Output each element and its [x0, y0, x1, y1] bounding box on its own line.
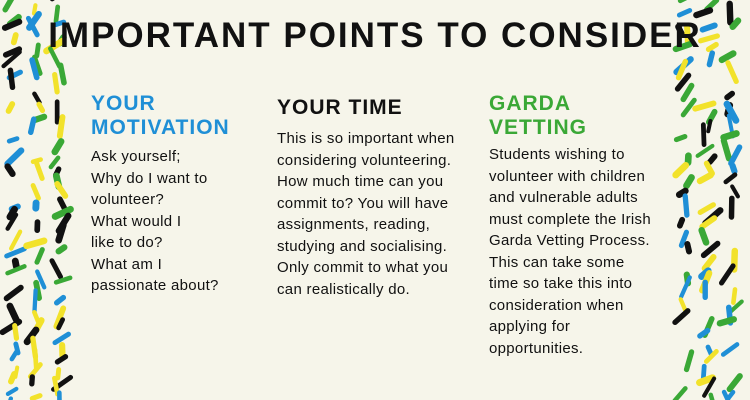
brush-stroke	[725, 372, 744, 394]
brush-stroke	[29, 374, 35, 387]
brush-stroke	[52, 72, 60, 95]
brush-stroke-border-right	[672, 0, 750, 400]
brush-stroke	[29, 392, 43, 400]
brush-stroke	[9, 349, 20, 362]
motivation-text: Ask yourself; Why do I want to volunteer? What would I like to do? What am I passionate about?	[91, 148, 219, 294]
brush-stroke	[723, 171, 739, 185]
brush-stroke	[55, 99, 60, 124]
brush-stroke	[5, 100, 17, 115]
brush-stroke	[720, 341, 740, 357]
brush-stroke	[30, 182, 42, 201]
brush-stroke	[57, 62, 67, 86]
brush-stroke	[725, 59, 740, 85]
vetting-heading: GARDA VETTING	[489, 92, 588, 139]
brush-stroke	[34, 219, 40, 233]
motivation-section	[91, 92, 261, 297]
brush-stroke	[0, 318, 23, 336]
brush-stroke	[6, 136, 20, 144]
brush-stroke	[34, 246, 46, 265]
brush-stroke	[682, 173, 696, 191]
brush-stroke	[3, 284, 25, 303]
brush-stroke	[672, 385, 689, 400]
brush-stroke	[5, 396, 14, 400]
vetting-text: Students wishing to volunteer with children and vulnerable adults must complete the Irish Garda Vetting Process. This can take some time so take this into consideration when applying for opportunities.	[489, 146, 651, 357]
brush-stroke	[53, 275, 73, 285]
brush-stroke	[708, 392, 718, 400]
brush-stroke	[716, 315, 738, 327]
time-text: This is so important when considering volunteering. How much time can you commit to? You will have assignments, reading, studying and socialising. Only commit to what you can realistically do.	[277, 130, 455, 298]
brush-stroke	[696, 171, 715, 186]
brush-stroke	[729, 196, 735, 220]
brush-stroke	[684, 240, 693, 255]
brush-stroke	[718, 262, 737, 286]
brush-stroke	[673, 133, 688, 143]
brush-stroke	[1, 0, 15, 13]
brush-stroke	[54, 243, 68, 256]
brush-stroke	[53, 294, 67, 307]
brush-stroke	[672, 161, 691, 180]
time-heading: YOUR TIME	[277, 96, 403, 119]
brush-stroke	[49, 257, 64, 280]
brush-stroke	[723, 90, 736, 102]
brush-stroke	[701, 122, 707, 147]
brush-stroke	[57, 390, 62, 400]
brush-stroke	[5, 386, 19, 397]
vetting-section	[489, 92, 669, 359]
brush-stroke	[682, 193, 689, 218]
brush-stroke	[32, 199, 40, 211]
brush-stroke	[677, 0, 702, 4]
brush-stroke	[703, 280, 708, 300]
brush-stroke	[697, 226, 710, 247]
brush-stroke	[50, 137, 65, 157]
time-section	[277, 96, 477, 300]
brush-stroke	[683, 349, 695, 373]
motivation-heading: YOUR MOTIVATION	[91, 92, 230, 139]
brush-stroke	[676, 216, 686, 229]
brush-stroke	[49, 0, 68, 2]
brush-stroke	[33, 160, 45, 181]
brush-stroke	[36, 101, 46, 114]
brush-stroke	[731, 287, 738, 305]
brush-stroke	[27, 116, 37, 136]
page-title: IMPORTANT POINTS TO CONSIDER	[48, 16, 702, 55]
brush-stroke	[672, 307, 692, 326]
brush-stroke-border-left	[0, 0, 78, 400]
brush-stroke	[22, 237, 48, 250]
